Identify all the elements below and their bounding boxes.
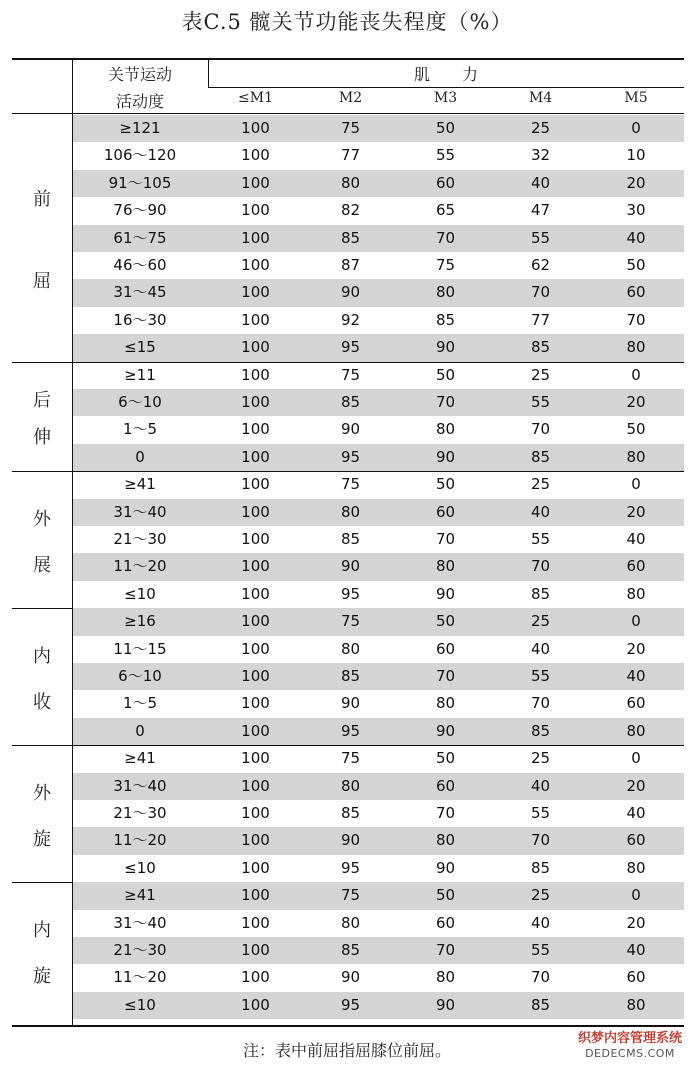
value-cell: 80 bbox=[340, 639, 361, 658]
group-label-char: 后 bbox=[33, 390, 51, 412]
watermark-line2: DEDECMS.COM bbox=[585, 1047, 675, 1060]
value-cell: 60 bbox=[435, 173, 456, 192]
value-cell: 62 bbox=[530, 256, 551, 274]
range-cell: ≥41 bbox=[124, 749, 156, 768]
group-label-char: 屈 bbox=[33, 271, 51, 293]
value-cell: 100 bbox=[241, 502, 270, 521]
value-cell: 100 bbox=[241, 776, 270, 795]
value-cell: 80 bbox=[626, 858, 646, 877]
value-cell: 90 bbox=[435, 995, 456, 1014]
group-label-char: 收 bbox=[33, 691, 51, 713]
value-cell: 50 bbox=[435, 886, 456, 905]
value-cell: 55 bbox=[530, 804, 551, 822]
value-cell: 100 bbox=[241, 721, 270, 740]
value-cell: 40 bbox=[626, 667, 646, 685]
value-cell: 75 bbox=[340, 119, 361, 137]
value-cell: 100 bbox=[241, 475, 270, 494]
value-cell: 90 bbox=[340, 968, 361, 987]
value-cell: 100 bbox=[241, 393, 270, 411]
value-cell: 25 bbox=[530, 119, 551, 137]
value-cell: 85 bbox=[340, 667, 361, 685]
value-cell: 55 bbox=[530, 228, 551, 247]
range-cell: ≤10 bbox=[124, 995, 156, 1014]
value-cell: 10 bbox=[626, 146, 646, 165]
value-cell: 70 bbox=[530, 694, 551, 713]
value-cell: 40 bbox=[530, 776, 551, 795]
range-cell: 11～20 bbox=[113, 968, 167, 987]
value-cell: 40 bbox=[626, 530, 646, 548]
value-cell: 40 bbox=[530, 502, 551, 521]
value-cell: 90 bbox=[435, 447, 456, 466]
value-cell: 85 bbox=[530, 447, 551, 466]
table-title: 表C.5 髋关节功能丧失程度（%） bbox=[181, 10, 513, 34]
group-label-char: 外 bbox=[33, 782, 51, 804]
range-cell: 11～20 bbox=[113, 831, 167, 850]
range-cell: ≥11 bbox=[124, 365, 156, 384]
value-cell: 75 bbox=[340, 475, 361, 494]
value-cell: 75 bbox=[340, 749, 361, 768]
value-cell: 80 bbox=[626, 584, 646, 603]
value-cell: 100 bbox=[241, 667, 270, 685]
value-cell: 50 bbox=[435, 749, 456, 768]
range-cell: 6～10 bbox=[118, 393, 162, 411]
group-label-char: 旋 bbox=[33, 965, 51, 987]
group-label-char: 外 bbox=[33, 508, 51, 530]
watermark-line1: 织梦内容管理系统 bbox=[577, 1031, 682, 1046]
range-cell: 16～30 bbox=[113, 310, 167, 329]
range-cell: ≥41 bbox=[124, 475, 156, 494]
motion-column-divider bbox=[208, 58, 209, 88]
group-label-char: 旋 bbox=[33, 828, 51, 850]
value-cell: 32 bbox=[530, 146, 551, 165]
motion-label-line1: 关节运动 bbox=[107, 65, 172, 84]
value-cell: 100 bbox=[241, 831, 270, 850]
value-cell: 100 bbox=[241, 420, 270, 439]
value-cell: 55 bbox=[530, 393, 551, 411]
value-cell: 55 bbox=[530, 667, 551, 685]
value-cell: 40 bbox=[626, 804, 646, 822]
value-cell: 60 bbox=[626, 968, 646, 987]
value-cell: 20 bbox=[626, 639, 646, 658]
value-cell: 92 bbox=[340, 310, 361, 329]
value-cell: 60 bbox=[435, 502, 456, 521]
value-cell: 95 bbox=[340, 338, 361, 357]
range-cell: 1～5 bbox=[122, 420, 158, 439]
range-cell: 0 bbox=[135, 721, 145, 740]
value-cell: 70 bbox=[435, 667, 456, 685]
value-cell: 100 bbox=[241, 447, 270, 466]
value-cell: 70 bbox=[530, 557, 551, 576]
group-label-char: 内 bbox=[33, 645, 51, 667]
value-cell: 50 bbox=[435, 365, 456, 384]
group-column-divider bbox=[72, 58, 73, 1026]
value-cell: 80 bbox=[435, 968, 456, 987]
value-cell: 80 bbox=[435, 283, 456, 302]
value-cell: 55 bbox=[530, 941, 551, 959]
muscle-strength-label: 肌 力 bbox=[413, 65, 478, 84]
range-cell: 31～40 bbox=[113, 776, 167, 795]
value-cell: 20 bbox=[626, 173, 646, 192]
value-cell: 85 bbox=[530, 584, 551, 603]
col-header-m5: M5 bbox=[624, 90, 648, 106]
range-cell: ≥16 bbox=[124, 612, 156, 631]
bottom-rule bbox=[12, 1025, 684, 1027]
value-cell: 85 bbox=[340, 530, 361, 548]
value-cell: 85 bbox=[530, 338, 551, 357]
value-cell: 47 bbox=[530, 201, 551, 220]
range-cell: 0 bbox=[135, 447, 145, 466]
value-cell: 77 bbox=[340, 146, 361, 165]
value-cell: 60 bbox=[626, 694, 646, 713]
value-cell: 30 bbox=[626, 201, 646, 220]
value-cell: 90 bbox=[435, 584, 456, 603]
value-cell: 80 bbox=[340, 173, 361, 192]
col-header-m4: M4 bbox=[528, 90, 553, 106]
range-cell: 46～60 bbox=[113, 256, 167, 274]
col-header-m3: M3 bbox=[433, 90, 458, 106]
value-cell: 100 bbox=[241, 283, 270, 302]
value-cell: 100 bbox=[241, 310, 270, 329]
value-cell: 0 bbox=[631, 475, 641, 494]
value-cell: 40 bbox=[530, 639, 551, 658]
range-cell: ≤15 bbox=[124, 338, 156, 357]
value-cell: 100 bbox=[241, 228, 270, 247]
value-cell: 95 bbox=[340, 721, 361, 740]
value-cell: 100 bbox=[241, 886, 270, 905]
value-cell: 90 bbox=[340, 831, 361, 850]
value-cell: 0 bbox=[631, 365, 641, 384]
value-cell: 82 bbox=[340, 201, 361, 220]
value-cell: 100 bbox=[241, 995, 270, 1014]
value-cell: 90 bbox=[435, 721, 456, 740]
table-note: 注：表中前屈指屈膝位前屈。 bbox=[242, 1041, 451, 1060]
value-cell: 85 bbox=[340, 228, 361, 247]
group-label-char: 内 bbox=[33, 919, 51, 941]
range-cell: 21～30 bbox=[113, 530, 167, 548]
value-cell: 85 bbox=[530, 721, 551, 740]
value-cell: 85 bbox=[340, 941, 361, 959]
value-cell: 80 bbox=[626, 995, 646, 1014]
value-cell: 40 bbox=[530, 913, 551, 932]
range-cell: 31～40 bbox=[113, 502, 167, 521]
value-cell: 80 bbox=[435, 831, 456, 850]
value-cell: 60 bbox=[435, 776, 456, 795]
value-cell: 0 bbox=[631, 886, 641, 905]
value-cell: 100 bbox=[241, 968, 270, 987]
value-cell: 85 bbox=[530, 858, 551, 877]
value-cell: 90 bbox=[340, 420, 361, 439]
value-cell: 95 bbox=[340, 995, 361, 1014]
value-cell: 40 bbox=[626, 941, 646, 959]
motion-label-line2: 活动度 bbox=[115, 92, 164, 111]
value-cell: 100 bbox=[241, 941, 270, 959]
value-cell: 55 bbox=[435, 146, 456, 165]
value-cell: 20 bbox=[626, 913, 646, 932]
value-cell: 100 bbox=[241, 256, 270, 274]
value-cell: 80 bbox=[340, 502, 361, 521]
value-cell: 60 bbox=[626, 831, 646, 850]
value-cell: 40 bbox=[626, 228, 646, 247]
value-cell: 100 bbox=[241, 173, 270, 192]
range-cell: 11～20 bbox=[113, 557, 167, 576]
range-cell: 21～30 bbox=[113, 941, 167, 959]
range-cell: ≤10 bbox=[124, 584, 156, 603]
value-cell: 95 bbox=[340, 584, 361, 603]
range-cell: 61～75 bbox=[113, 228, 167, 247]
value-cell: 95 bbox=[340, 447, 361, 466]
value-cell: 85 bbox=[340, 804, 361, 822]
value-cell: 100 bbox=[241, 858, 270, 877]
value-cell: 100 bbox=[241, 694, 270, 713]
value-cell: 20 bbox=[626, 776, 646, 795]
range-cell: 31～40 bbox=[113, 913, 167, 932]
value-cell: 70 bbox=[530, 420, 551, 439]
value-cell: 75 bbox=[435, 256, 456, 274]
value-cell: 70 bbox=[435, 530, 456, 548]
value-cell: 100 bbox=[241, 530, 270, 548]
range-cell: 6～10 bbox=[118, 667, 162, 685]
value-cell: 100 bbox=[241, 584, 270, 603]
value-cell: 0 bbox=[631, 612, 641, 631]
value-cell: 60 bbox=[435, 913, 456, 932]
value-cell: 100 bbox=[241, 913, 270, 932]
value-cell: 60 bbox=[626, 557, 646, 576]
value-cell: 100 bbox=[241, 639, 270, 658]
value-cell: 80 bbox=[435, 420, 456, 439]
group-label-char: 伸 bbox=[33, 426, 51, 448]
value-cell: 25 bbox=[530, 612, 551, 631]
value-cell: 75 bbox=[340, 365, 361, 384]
value-cell: 80 bbox=[626, 338, 646, 357]
range-cell: 91～105 bbox=[108, 173, 172, 192]
value-cell: 60 bbox=[626, 283, 646, 302]
value-cell: 70 bbox=[435, 393, 456, 411]
value-cell: 80 bbox=[435, 557, 456, 576]
value-cell: 20 bbox=[626, 502, 646, 521]
range-cell: 31～45 bbox=[113, 283, 167, 302]
value-cell: 90 bbox=[435, 338, 456, 357]
value-cell: 65 bbox=[435, 201, 456, 220]
value-cell: 0 bbox=[631, 119, 641, 137]
value-cell: 80 bbox=[626, 447, 646, 466]
value-cell: 90 bbox=[340, 283, 361, 302]
range-cell: 1～5 bbox=[122, 694, 158, 713]
value-cell: 70 bbox=[530, 283, 551, 302]
value-cell: 20 bbox=[626, 393, 646, 411]
col-header-m1: ≤M1 bbox=[238, 90, 273, 106]
group-label-char: 展 bbox=[33, 554, 51, 576]
value-cell: 55 bbox=[530, 530, 551, 548]
range-cell: ≥41 bbox=[124, 886, 156, 905]
value-cell: 50 bbox=[435, 119, 456, 137]
value-cell: 90 bbox=[435, 858, 456, 877]
value-cell: 50 bbox=[626, 420, 646, 439]
value-cell: 25 bbox=[530, 886, 551, 905]
value-cell: 80 bbox=[626, 721, 646, 740]
value-cell: 70 bbox=[530, 968, 551, 987]
range-cell: ≤10 bbox=[124, 858, 156, 877]
value-cell: 70 bbox=[530, 831, 551, 850]
col-header-m2: M2 bbox=[338, 90, 363, 106]
value-cell: 25 bbox=[530, 475, 551, 494]
value-cell: 70 bbox=[435, 228, 456, 247]
value-cell: 85 bbox=[340, 393, 361, 411]
value-cell: 87 bbox=[340, 256, 361, 274]
value-cell: 75 bbox=[340, 612, 361, 631]
value-cell: 100 bbox=[241, 749, 270, 768]
value-cell: 100 bbox=[241, 338, 270, 357]
value-cell: 50 bbox=[435, 612, 456, 631]
watermark-logo bbox=[572, 1031, 688, 1060]
value-cell: 100 bbox=[241, 612, 270, 631]
value-cell: 0 bbox=[631, 749, 641, 768]
range-cell: 76～90 bbox=[113, 201, 167, 220]
value-cell: 77 bbox=[530, 310, 551, 329]
value-cell: 100 bbox=[241, 804, 270, 822]
range-cell: 21～30 bbox=[113, 804, 167, 822]
value-cell: 25 bbox=[530, 749, 551, 768]
range-cell: 11～15 bbox=[113, 639, 167, 658]
value-cell: 70 bbox=[435, 941, 456, 959]
value-cell: 100 bbox=[241, 557, 270, 576]
value-cell: 90 bbox=[340, 557, 361, 576]
value-cell: 85 bbox=[530, 995, 551, 1014]
value-cell: 70 bbox=[626, 310, 646, 329]
value-cell: 100 bbox=[241, 365, 270, 384]
value-cell: 90 bbox=[340, 694, 361, 713]
value-cell: 25 bbox=[530, 365, 551, 384]
value-cell: 75 bbox=[340, 886, 361, 905]
value-cell: 60 bbox=[435, 639, 456, 658]
range-cell: ≥121 bbox=[119, 119, 161, 137]
value-cell: 95 bbox=[340, 858, 361, 877]
value-cell: 70 bbox=[435, 804, 456, 822]
value-cell: 50 bbox=[435, 475, 456, 494]
value-cell: 40 bbox=[530, 173, 551, 192]
value-cell: 50 bbox=[626, 256, 646, 274]
value-cell: 100 bbox=[241, 119, 270, 137]
value-cell: 80 bbox=[340, 776, 361, 795]
value-cell: 80 bbox=[435, 694, 456, 713]
value-cell: 80 bbox=[340, 913, 361, 932]
value-cell: 85 bbox=[435, 310, 456, 329]
value-cell: 100 bbox=[241, 146, 270, 165]
range-cell: 106～120 bbox=[103, 146, 177, 165]
group-label-char: 前 bbox=[33, 189, 51, 211]
value-cell: 100 bbox=[241, 201, 270, 220]
